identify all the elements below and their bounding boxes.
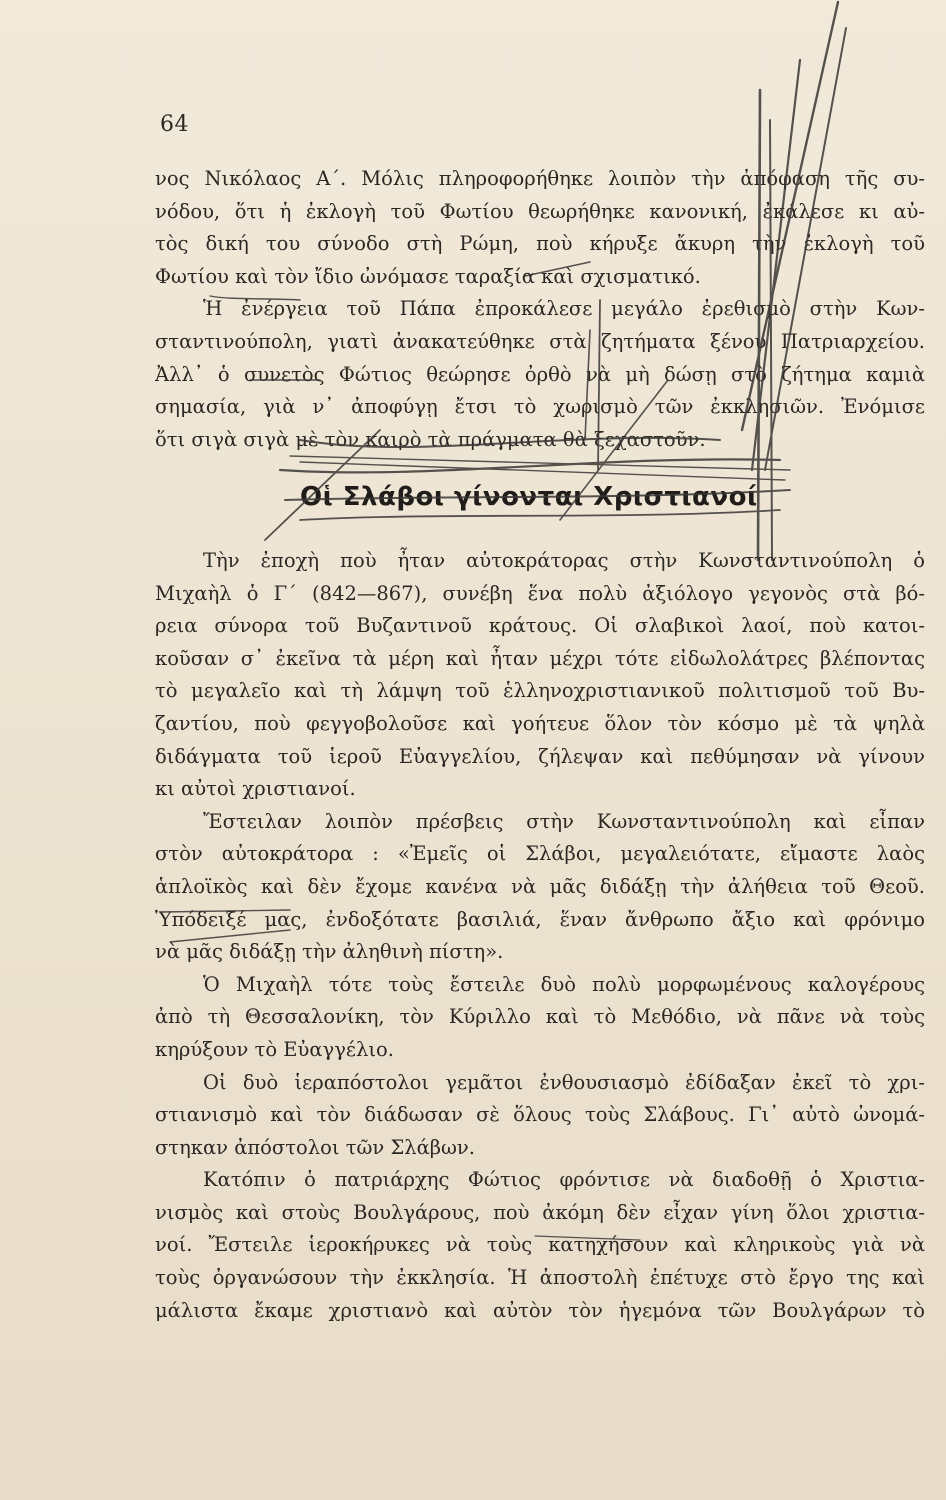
paragraph (155, 806, 925, 969)
paragraph (155, 163, 925, 293)
text-line: Ἔστειλαν λοιπὸν πρέσβεις στὴν Κωνσταντινούπολη καὶ εἶπαν (203, 809, 925, 833)
text-line: σταντινούπολη, γιατὶ ἀνακατεύθηκε στὰ ζητήματα ξένου Πατριαρχείου. (155, 329, 925, 353)
text-line: Ὁ Μιχαὴλ τότε τοὺς ἔστειλε δυὸ πολὺ μορφωμένους καλογέρους (203, 972, 925, 996)
paragraph (155, 969, 925, 1067)
text-line: τὸς δική του σύνοδο στὴ Ρώμη, ποὺ κήρυξε ἄκυρη τὴν ἐκλογὴ τοῦ (155, 232, 925, 256)
text-line: νοί. Ἔστειλε ἱεροκήρυκες νὰ τοὺς κατηχήσουν καὶ κληρικοὺς γιὰ νὰ (155, 1233, 925, 1257)
text-line: ζαντίου, ποὺ φεγγοβολοῦσε καὶ γοήτευε ὅλον τὸν κόσμο μὲ τὰ ψηλὰ (155, 711, 925, 735)
paragraph (155, 293, 925, 456)
paragraph (155, 1067, 925, 1165)
text-line: Κατόπιν ὁ πατριάρχης Φώτιος φρόντισε νὰ διαδοθῇ ὁ Χριστια- (203, 1168, 925, 1192)
text-line: στηκαν ἀπόστολοι τῶν Σλάβων. (155, 1135, 475, 1159)
text-line: ὅτι σιγὰ σιγὰ μὲ τὸν καιρὸ τὰ πράγματα θὰ ξεχαστοῦν. (155, 427, 706, 451)
text-line: Ἡ ἐνέργεια τοῦ Πάπα ἐπροκάλεσε μεγάλο ἐρεθισμὸ στὴν Κων- (203, 297, 925, 321)
paragraph (155, 1164, 925, 1327)
text-block-bottom (155, 545, 925, 1327)
paragraph (155, 545, 925, 806)
text-line: Φωτίου καὶ τὸν ἴδιο ὠνόμασε ταραξία καὶ σχισματικό. (155, 264, 701, 288)
text-line: Τὴν ἐποχὴ ποὺ ἦταν αὐτοκράτορας στὴν Κωνσταντινούπολη ὁ (203, 549, 925, 572)
text-line: στὸν αὐτοκράτορα : «Ἐμεῖς οἱ Σλάβοι, μεγαλειότατε, εἴμαστε λαὸς (155, 842, 925, 866)
page-number: 64 (160, 112, 189, 137)
text-line: ἀπὸ τὴ Θεσσαλονίκη, τὸν Κύριλλο καὶ τὸ Μεθόδιο, νὰ πᾶνε νὰ τοὺς (155, 1005, 925, 1029)
text-line: τὸ μεγαλεῖο καὶ τὴ λάμψη τοῦ ἑλληνοχριστιανικοῦ πολιτισμοῦ τοῦ Βυ- (155, 679, 925, 703)
text-line: νισμὸς καὶ στοὺς Βουλγάρους, ποὺ ἀκόμη δὲν εἶχαν γίνη ὅλοι χριστια- (155, 1200, 925, 1224)
text-line: ρεια σύνορα τοῦ Βυζαντινοῦ κράτους. Οἱ σλαβικοὶ λαοί, ποὺ κατοι- (155, 614, 925, 638)
text-line: Οἱ δυὸ ἱεραπόστολοι γεμᾶτοι ἐνθουσιασμὸ ἐδίδαξαν ἐκεῖ τὸ χρι- (203, 1070, 925, 1094)
text-line: κοῦσαν σ᾿ ἐκεῖνα τὰ μέρη καὶ ἦταν μέχρι τότε εἰδωλολάτρες βλέποντας (155, 646, 925, 670)
text-line: κι αὐτοὶ χριστιανοί. (155, 777, 356, 801)
text-line: Μιχαὴλ ὁ Γ΄ (842—867), συνέβη ἕνα πολὺ ἀξιόλογο γεγονὸς στὰ βό- (155, 581, 925, 605)
text-line: νόδου, ὅτι ἡ ἐκλογὴ τοῦ Φωτίου θεωρήθηκε κανονική, ἐκάλεσε κι αὐ- (155, 199, 925, 223)
text-line: στιανισμὸ καὶ τὸν διάδωσαν σὲ ὅλους τοὺς Σλάβους. Γι᾿ αὐτὸ ὠνομά- (155, 1103, 925, 1127)
text-line: νος Νικόλαος Α΄. Μόλις πληροφορήθηκε λοιπὸν τὴν ἀπόφαση τῆς συ- (155, 167, 925, 190)
text-line: σημασία, γιὰ ν᾿ ἀποφύγῃ ἔτσι τὸ χωρισμὸ τῶν ἐκκλησιῶν. Ἐνόμισε (155, 395, 925, 419)
text-line: μάλιστα ἔκαμε χριστιανὸ καὶ αὐτὸν τὸν ἡγεμόνα τῶν Βουλγάρων τὸ (155, 1298, 925, 1322)
text-line: Ὑπόδειξέ μας, ἐνδοξότατε βασιλιά, ἕναν ἄνθρωπο ἄξιο καὶ φρόνιμο (155, 907, 925, 931)
text-line: κηρύξουν τὸ Εὐαγγέλιο. (155, 1037, 394, 1061)
section-heading: Οἱ Σλάβοι γίνονται Χριστιανοί (300, 482, 758, 512)
text-block-top (155, 163, 925, 456)
text-line: διδάγματα τοῦ ἱεροῦ Εὐαγγελίου, ζήλεψαν καὶ πεθύμησαν νὰ γίνουν (155, 744, 925, 768)
text-line: ἁπλοϊκὸς καὶ δὲν ἔχομε κανένα νὰ μᾶς διδάξῃ τὴν ἀλήθεια τοῦ Θεοῦ. (155, 874, 925, 898)
text-line: νὰ μᾶς διδάξῃ τὴν ἀληθινὴ πίστη». (155, 940, 504, 964)
text-line: Ἀλλ᾿ ὁ συνετὸς Φώτιος θεώρησε ὀρθὸ νὰ μὴ δώσῃ στὸ ζήτημα καμιὰ (155, 362, 925, 386)
text-line: τοὺς ὀργανώσουν τὴν ἐκκλησία. Ἡ ἀποστολὴ ἐπέτυχε στὸ ἔργο της καὶ (155, 1266, 925, 1290)
